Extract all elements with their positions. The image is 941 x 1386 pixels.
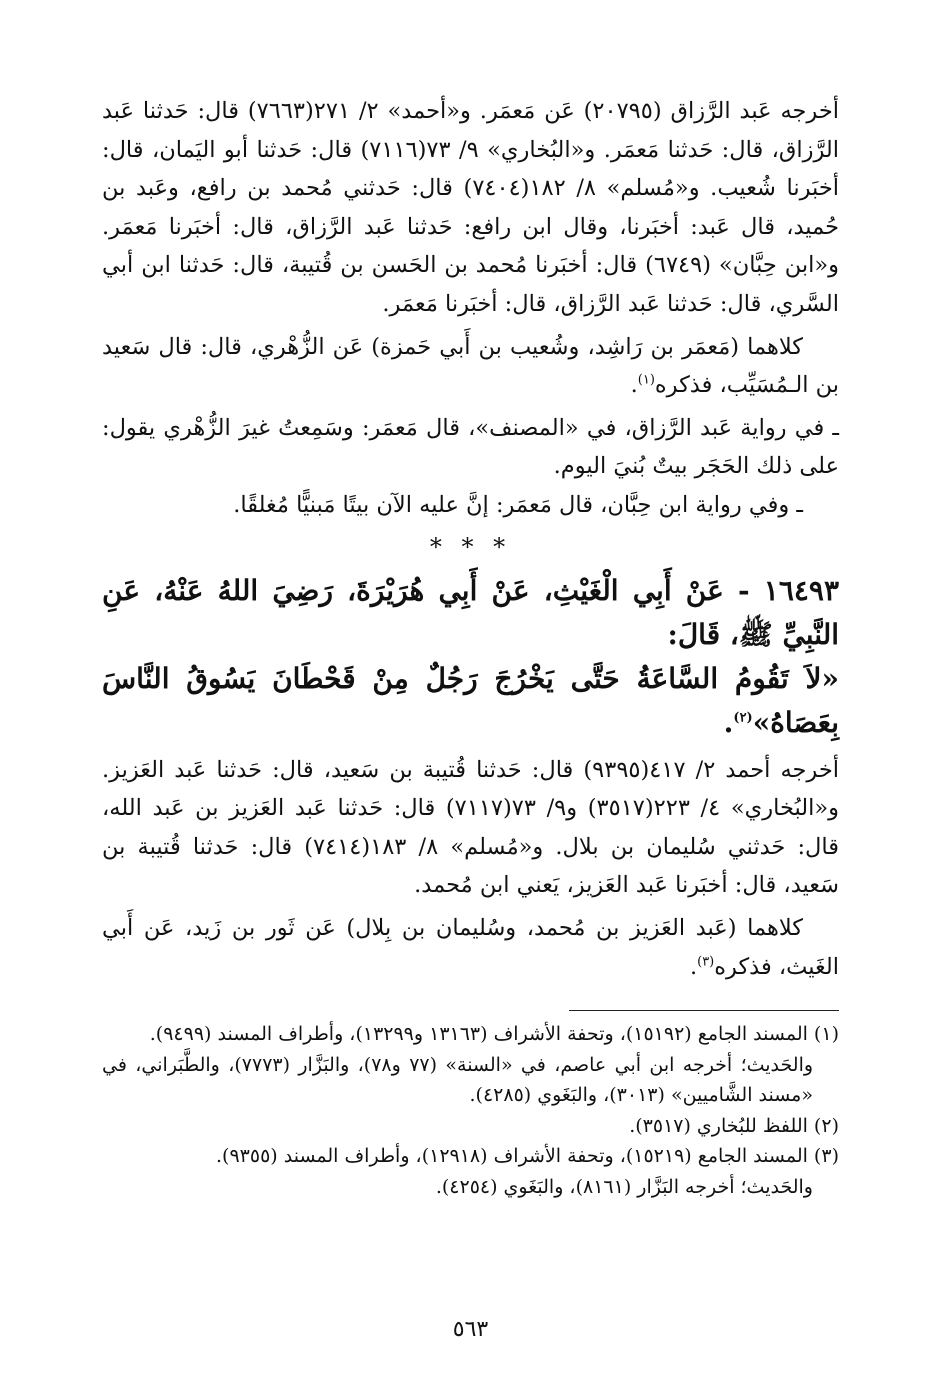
footnote-divider [569, 1010, 839, 1011]
summary-text: كلاهما (مَعمَر بن رَاشِد، وشُعيب بن أَبي حَمزة) عَن الزُّهْري، قال: قال سَعيد بن الـمُسَيِّب، فذكره [102, 333, 839, 399]
takhrij-paragraph-2: أخرجه أحمد ٢/ ٤١٧(٩٣٩٥) قال: حَدثنا قُتيبة بن سَعيد، قال: حَدثنا عَبد العَزيز. و«البُخاري» ٤/ ٢٢٣(٣٥١٧) و٩/ ٧٣(٧١١٧) قال: حَدثنا عَبد العَزيز بن عَبد الله، قال: حَدثني سُليمان بن بلال. و«مُسلم» ٨/ ١٨٣(٧٤١٤) قال: حَدثنا قُتيبة بن سَعيد، قال: أخبَرنا عَبد العَزيز، يَعني ابن مُحمد. [102, 756, 839, 899]
hadith-matn: «لاَ تَقُومُ السَّاعَةُ حَتَّى يَخْرُجَ رَجُلٌ مِنْ قَحْطَانَ يَسُوقُ النَّاسَ بِعَصَاهُ» [102, 661, 839, 739]
hadith-isnad: ١٦٤٩٣ - عَنْ أَبِي الْغَيْثِ، عَنْ أَبِي هُرَيْرَةَ، رَضِيَ اللهُ عَنْهُ، عَنِ النَّبِيِّ ﷺ، قَالَ: [102, 573, 839, 651]
summary-text: كلاهما (عَبد العَزيز بن مُحمد، وسُليمان بن بِلال) عَن ثَور بن زَيد، عَن أَبي الغَيث، فذكره [102, 914, 839, 980]
riwaya-note-1: ـ في رواية عَبد الرَّزاق، في «المصنف»، قال مَعمَر: وسَمِعتُ غيرَ الزُّهْري يقول: على ذلك الحَجَر بيتٌ بُنيَ اليوم. [102, 414, 839, 480]
footnote-3: (٣) المسند الجامع (١٥٢١٩)، وتحفة الأشراف (١٢٩١٨)، وأطراف المسند (٩٣٥٥). [216, 1145, 839, 1168]
footnote-ref: (٢) [733, 710, 753, 726]
footnote-ref: (٣) [697, 954, 715, 969]
takhrij-summary-1: كلاهما (مَعمَر بن رَاشِد، وشُعيب بن أَبي حَمزة) عَن الزُّهْري، قال: قال سَعيد بن الـمُسَيِّب، فذكره$^{(١)}$. [102, 333, 839, 399]
hadith-text [102, 569, 839, 745]
takhrij-paragraph-1: أخرجه عَبد الرَّزاق (٢٠٧٩٥) عَن مَعمَر. و«أحمد» ٢/ ٢٧١(٧٦٦٣) قال: حَدثنا عَبد الرَّزاق، قال: حَدثنا مَعمَر. و«البُخاري» ٩/ ٧٣(٧١١٦) قال: حَدثنا أبو اليَمان، قال: أخبَرنا شُعيب. و«مُسلم» ٨/ ١٨٢(٧٤٠٤) قال: حَدثني مُحمد بن رافع، وعَبد بن حُميد، قال عَبد: أخبَرنا، وقال ابن رافع: حَدثنا عَبد الرَّزاق، قال: أخبَرنا مَعمَر. و«ابن حِبَّان» (٦٧٤٩) قال: أخبَرنا مُحمد بن الحَسن بن قُتيبة، قال: حَدثنا ابن أبي السَّري، قال: حَدثنا عَبد الرَّزاق، قال: أخبَرنا مَعمَر. [102, 98, 840, 317]
footnotes [102, 1019, 839, 1202]
footnote-3-continuation: والحَديث؛ أخرجه البَزَّار (٨١٦١)، والبَغَوي (٤٢٥٤). [435, 1175, 813, 1198]
takhrij-summary-2: كلاهما (عَبد العَزيز بن مُحمد، وسُليمان بن بِلال) عَن ثَور بن زَيد، عَن أَبي الغَيث، فذكره$^{(٣)}$. [102, 914, 839, 980]
riwaya-note-2: ـ وفي رواية ابن حِبَّان، قال مَعمَر: إنَّ عليه الآن بيتًا مَبنيًّا مُغلقًا. [233, 491, 803, 518]
footnote-1: (١) المسند الجامع (١٥١٩٢)، وتحفة الأشراف (١٣١٦٣ و١٣٢٩٩)، وأطراف المسند (٩٤٩٩). [149, 1023, 839, 1046]
footnote-1-continuation: والحَديث؛ أخرجه ابن أبي عاصم، في «السنة» (٧٧ و٧٨)، والبَزَّار (٧٧٧٣)، والطَّبَراني، في «مسند الشَّاميين» (٣٠١٣)، والبَغَوي (٤٢٨٥). [102, 1053, 814, 1107]
section-separator: * * * [429, 532, 512, 561]
page-number: ٥٦٣ [452, 1317, 489, 1342]
hadith-matn-line: «لاَ تَقُومُ السَّاعَةُ حَتَّى يَخْرُجَ رَجُلٌ مِنْ قَحْطَانَ يَسُوقُ النَّاسَ بِعَصَاهُ»$^{(٢)}$. [102, 661, 839, 739]
footnote-2: (٢) اللفظ للبُخاري (٣٥١٧). [629, 1114, 839, 1137]
footnote-ref: (١) [637, 372, 655, 388]
